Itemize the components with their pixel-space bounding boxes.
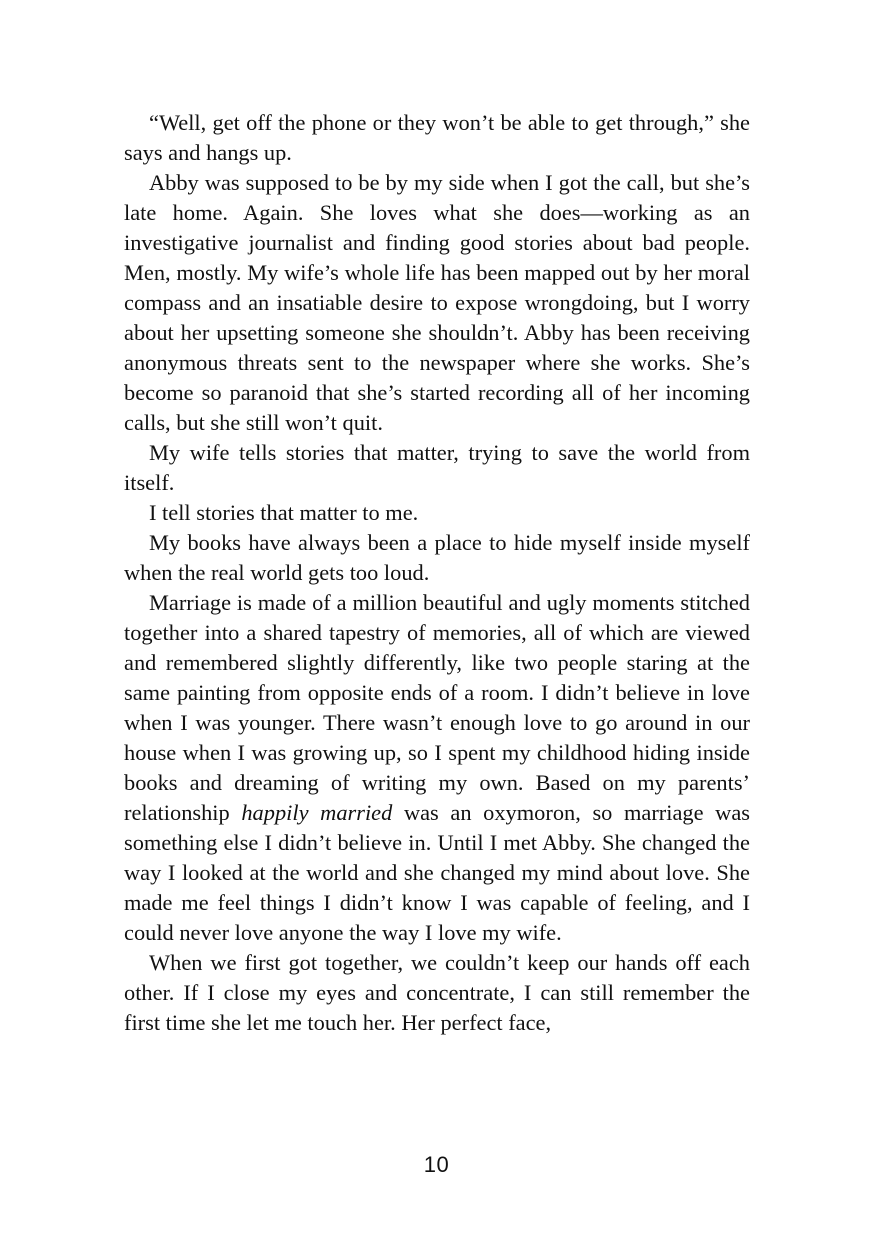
italic-phrase: happily married bbox=[241, 800, 393, 825]
paragraph-6 bbox=[124, 588, 750, 948]
paragraph-5: My books have always been a place to hide myself inside myself when the real world gets too loud. bbox=[124, 530, 750, 585]
text-run: Marriage is made of a million beautiful and ugly moments stitched together into a shared tapestry of memories, all of which are viewed and remembered slightly differently, like two people staring at the same painting from opposite ends of a room. I didn’t believe in love when I was younger. There wasn’t enough love to go around in our house when I was growing up, so I spent my childhood hiding inside books and dreaming of writing my own. Based on my parents’ relationship bbox=[124, 590, 750, 825]
text-run: was an oxymoron, so marriage was something else I didn’t believe in. Until I met Abby. She changed the way I looked at the world and she changed my mind about love. She made me feel things I didn’t know I was capable of feeling, and I could never love anyone the way I love my wife. bbox=[124, 800, 751, 945]
paragraph-3: My wife tells stories that matter, trying to save the world from itself. bbox=[124, 440, 750, 495]
paragraph-7: When we first got together, we couldn’t keep our hands off each other. If I close my eyes and concentrate, I can still remember the first time she let me touch her. Her perfect face, bbox=[124, 950, 750, 1035]
body-text-block bbox=[124, 108, 750, 1038]
paragraph-1: “Well, get off the phone or they won’t be able to get through,” she says and hangs up. bbox=[124, 110, 750, 165]
paragraph-4: I tell stories that matter to me. bbox=[149, 500, 419, 525]
paragraph-2: Abby was supposed to be by my side when I got the call, but she’s late home. Again. She loves what she does—working as an investigative journalist and finding good stories about bad people. Men, mostly. My wife’s whole life has been mapped out by her moral compass and an insatiable desire to expose wrongdoing, but I worry about her upsetting someone she shouldn’t. Abby has been receiving anonymous threats sent to the newspaper where she works. She’s become so paranoid that she’s started recording all of her incoming calls, but she still won’t quit. bbox=[124, 170, 750, 435]
page-number: 10 bbox=[423, 1152, 450, 1177]
